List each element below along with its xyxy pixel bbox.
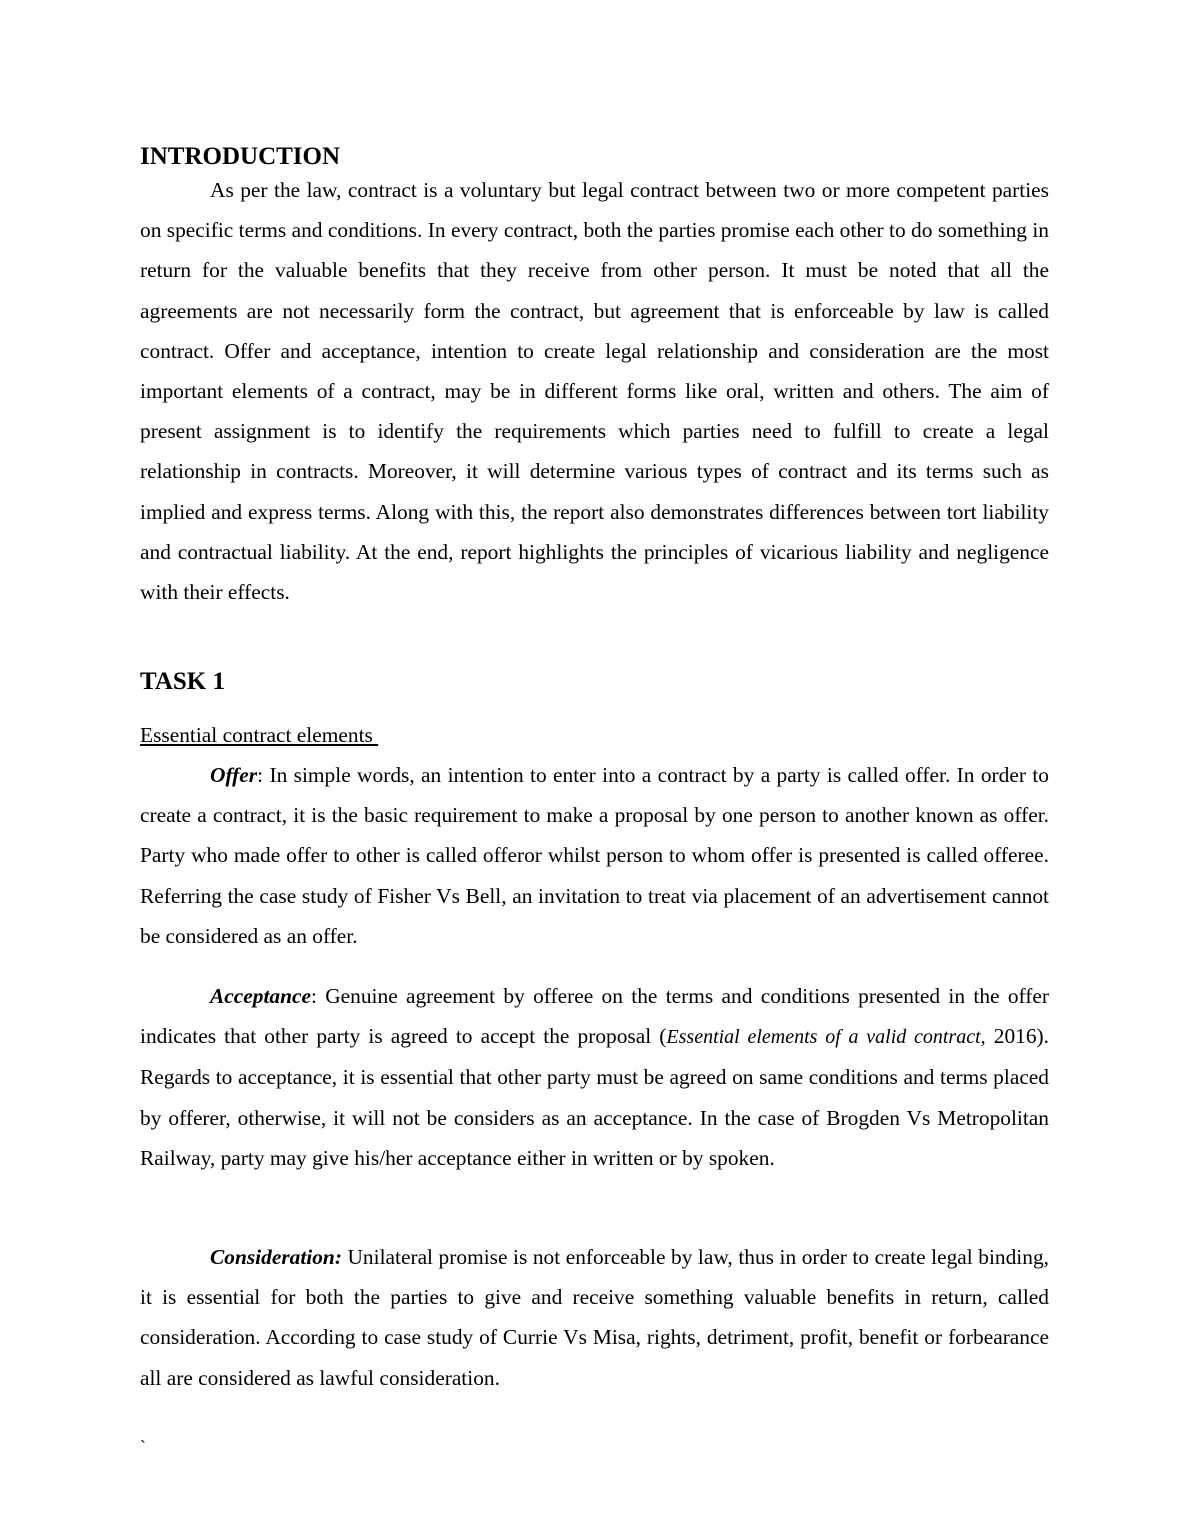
essential-contract-elements-subheading: Essential contract elements <box>140 723 379 747</box>
consideration-paragraph <box>140 1237 1049 1398</box>
introduction-paragraph: As per the law, contract is a voluntary but legal contract between two or more competent parties on specific terms and conditions. In every contract, both the parties promise each other to do something in return for the valuable benefits that they receive from other person. It must be noted that all the agreements are not necessarily form the contract, but agreement that is enforceable by law is called contract. Offer and acceptance, intention to create legal relationship and consideration are the most important elements of a contract, may be in different forms like oral, written and others. The aim of present assignment is to identify the requirements which parties need to fulfill to create a legal relationship in contracts. Moreover, it will determine various types of contract and its terms such as implied and express terms. Along with this, the report also demonstrates differences between tort liability and contractual liability. At the end, report highlights the principles of vicarious liability and negligence with their effects. <box>140 178 1049 605</box>
acceptance-term: Acceptance <box>210 984 311 1008</box>
acceptance-text-after: 2016). Regards to acceptance, it is essential that other party must be agreed on same conditions and terms placed by offerer, otherwise, it will not be considers as an acceptance. In the case of Brogden Vs Metropolitan Railway, party may give his/her acceptance either in written or by spoken. <box>140 1024 1050 1170</box>
introduction-heading: INTRODUCTION <box>140 143 341 170</box>
task-1-heading: TASK 1 <box>140 668 225 695</box>
footer-mark: ` <box>140 1437 146 1457</box>
consideration-term: Consideration: <box>210 1245 342 1269</box>
offer-text: : In simple words, an intention to enter into a contract by a party is called offer. In order to create a contract, it is the basic requirement to make a proposal by one person to another known as offer. Party who made offer to other is called offeror whilst person to whom offer is presented is called offeree. Referring the case study of Fisher Vs Bell, an invitation to treat via placement of an advertisement cannot be considered as an offer. <box>140 763 1049 948</box>
acceptance-text-before: : Genuine agreement by offeree on the terms and conditions presented in the offer indicates that other party is agreed to accept the proposal ( <box>140 984 1049 1049</box>
offer-term: Offer <box>210 763 258 787</box>
consideration-text: Unilateral promise is not enforceable by law, thus in order to create legal binding, it is essential for both the parties to give and receive something valuable benefits in return, called consideration. According to case study of Currie Vs Misa, rights, detriment, profit, benefit or forbearance all are considered as lawful consideration. <box>140 1245 1049 1390</box>
acceptance-paragraph <box>140 976 1049 1178</box>
offer-paragraph <box>140 755 1049 956</box>
acceptance-citation: Essential elements of a valid contract, <box>666 1026 986 1049</box>
